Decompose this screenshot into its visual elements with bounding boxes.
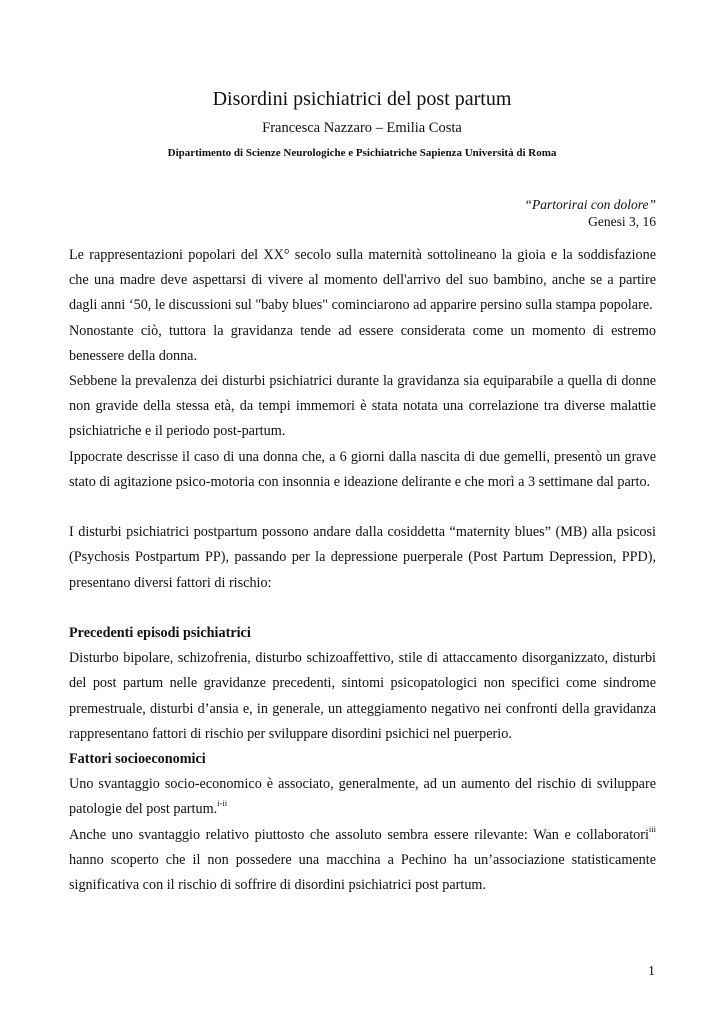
epigraph-source: Genesi 3, 16 (588, 214, 656, 229)
paragraph-8-text-a: Anche uno svantaggio relativo piuttosto che assoluto sembra essere rilevante: Wan e collaboratori (69, 826, 649, 843)
paragraph-4: Ippocrate descrisse il caso di una donna che, a 6 giorni dalla nascita di due gemelli, presentò un grave stato di agitazione psico-motoria con insonnia e ideazione delirante e che morì a 3 settimane dal parto. (69, 448, 656, 490)
paragraph-5: I disturbi psichiatrici postpartum possono andare dalla cosiddetta “maternity blues” (MB) alla psicosi (Psychosis Postpartum PP), passando per la depressione puerperale (Post Partum Depression, PPD), presentano diversi fattori di rischio: (69, 524, 656, 591)
footnote-ref-i-ii[interactable]: i-ii (217, 798, 228, 809)
paragraph-2: Nonostante ciò, tuttora la gravidanza tende ad essere considerata come un momento di estremo benessere della donna. (69, 322, 656, 364)
affiliation: Dipartimento di Scienze Neurologiche e Psichiatriche Sapienza Università di Roma (167, 147, 557, 159)
section-heading-psychiatric: Precedenti episodi psichiatrici (69, 625, 251, 642)
paragraph-6: Disturbo bipolare, schizofrenia, disturbo schizoaffettivo, stile di attaccamento disorganizzato, disturbi del post partum nelle gravidanze precedenti, sintomi psicopatologici non specifici come sindrome premestruale, disturbi d’ansia e, in generale, un atteggiamento negativo nei confronti della gravidanza rappresentano fattori di rischio per sviluppare disordini psichici nel puerperio. (69, 650, 656, 742)
paragraph-7 (69, 772, 656, 822)
document-title: Disordini psichiatrici del post partum (212, 88, 512, 110)
paragraph-1: Le rappresentazioni popolari del XX° secolo sulla maternità sottolineano la gioia e la soddisfazione che una madre deve aspettarsi di vivere al momento dell'arrivo del suo bambino, anche se a partire dagli anni ‘50, le discussioni sul "baby blues" cominciarono ad apparire persino sulla stampa popolare. (69, 247, 656, 314)
epigraph (524, 196, 656, 230)
section-heading-socioeconomic: Fattori socioeconomici (69, 751, 206, 768)
footnote-ref-iii[interactable]: iii (648, 823, 656, 834)
authors: Francesca Nazzaro – Emilia Costa (262, 120, 462, 136)
paragraph-8-text-b: hanno scoperto che il non possedere una macchina a Pechino ha un’associazione statisticamente significativa con il rischio di soffrire di disordini psichiatrici post partum. (69, 851, 656, 894)
paragraph-3: Sebbene la prevalenza dei disturbi psichiatrici durante la gravidanza sia equiparabile a quella di donne non gravide della stessa età, da tempi immemori è stata notata una correlazione tra diverse malattie psichiatriche e il periodo post-partum. (69, 373, 656, 440)
paragraph-7-text: Uno svantaggio socio-economico è associato, generalmente, ad un aumento del rischio di sviluppare patologie del post partum. (69, 776, 656, 818)
epigraph-quote: “Partorirai con dolore” (524, 197, 656, 212)
page-number: 1 (648, 964, 655, 979)
body-text (69, 243, 656, 898)
paragraph-8 (69, 823, 656, 899)
